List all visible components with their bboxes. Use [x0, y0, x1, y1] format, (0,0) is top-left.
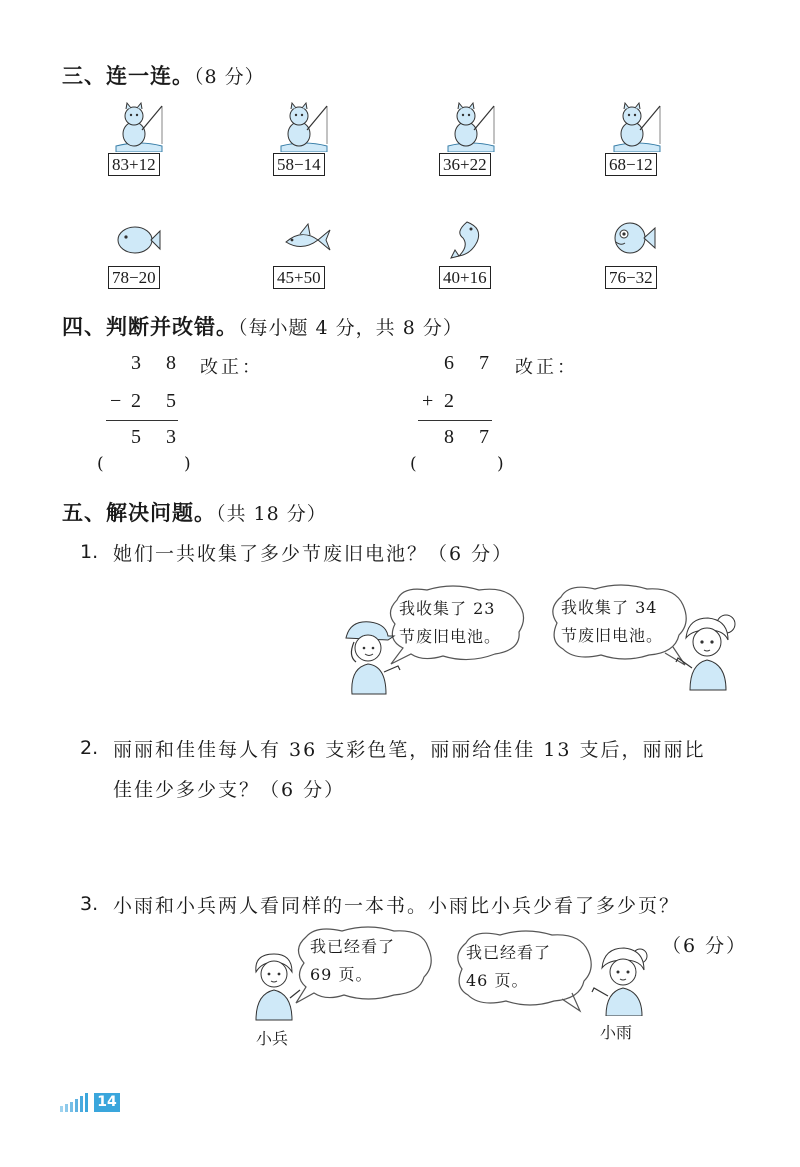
- q1-bubble-left-line2: 节废旧电池。: [399, 627, 502, 646]
- page-number: 14: [94, 1093, 120, 1112]
- name-xiaobing: 小兵: [256, 1029, 289, 1048]
- section4-score: （每小题 4 分，共 8 分）: [238, 317, 463, 339]
- cat-expression-1[interactable]: 83+12: [108, 153, 160, 176]
- problem1-top: 3 8: [131, 352, 186, 374]
- name-xiaoyu: 小雨: [600, 1023, 633, 1042]
- fishing-cat-illustration: [112, 100, 166, 152]
- q1-bubble-right-line1: 我收集了 34: [561, 598, 658, 617]
- q1-bubble-left-text: [399, 595, 501, 651]
- girl-with-bun-illustration: [674, 610, 742, 692]
- q3-bubble-right-text: [466, 939, 551, 995]
- boy-xiaobing-illustration: [246, 950, 302, 1022]
- fishing-cat-illustration: [444, 100, 498, 152]
- section4-heading: [62, 311, 463, 341]
- problem1-result: 5 3: [131, 426, 186, 448]
- problem1-paren-close: ): [184, 454, 191, 474]
- q3-bubble-left-text: [310, 933, 395, 989]
- problem2-answer-blank[interactable]: [420, 457, 496, 475]
- q3-bubble-right-line2: 46 页。: [466, 971, 529, 990]
- problem2-result: 8 7: [444, 426, 499, 448]
- q3-number: 3.: [80, 893, 99, 915]
- fish-expression-3[interactable]: 40+16: [439, 266, 491, 289]
- section5-title: 五、解决问题。: [62, 501, 216, 525]
- round-fish-illustration: [113, 222, 161, 258]
- section4-title: 四、判断并改错。: [62, 315, 238, 339]
- q3-score: （6 分）: [662, 935, 748, 957]
- problem2-top: 6 7: [444, 352, 499, 374]
- problem2-paren-close: ): [497, 454, 504, 474]
- problem2-paren-open: (: [410, 454, 417, 474]
- fishing-cat-illustration: [610, 100, 664, 152]
- big-eye-fish-illustration: [612, 216, 656, 258]
- q3-bubble-right-line1: 我已经看了: [466, 943, 552, 962]
- fishing-cat-illustration: [277, 100, 331, 152]
- girl-xiaoyu-illustration: [588, 944, 654, 1016]
- problem1-fix-label: 改正：: [200, 357, 263, 378]
- q1-bubble-left-line1: 我收集了 23: [399, 599, 496, 618]
- problem2-fix-label: 改正：: [515, 357, 578, 378]
- carp-fish-illustration: [447, 218, 487, 260]
- q3-bubble-left-line1: 我已经看了: [310, 937, 396, 956]
- section5-score: （共 18 分）: [216, 503, 327, 525]
- problem1-bottom: 2 5: [131, 390, 186, 412]
- q1-text: 她们一共收集了多少节废旧电池？（6 分）: [113, 543, 514, 565]
- q1-bubble-right-text: [561, 594, 663, 650]
- cat-expression-4[interactable]: 68−12: [605, 153, 657, 176]
- problem2-rule: [418, 420, 492, 421]
- problem1-rule: [106, 420, 178, 421]
- fish-expression-4[interactable]: 76−32: [605, 266, 657, 289]
- problem1-paren-open: (: [97, 454, 104, 474]
- angelfish-illustration: [280, 222, 332, 258]
- q2-line1: 丽丽和佳佳每人有 36 支彩色笔，丽丽给佳佳 13 支后，丽丽比: [113, 739, 706, 761]
- q3-bubble-left-line2: 69 页。: [310, 965, 373, 984]
- section3-heading: [62, 60, 265, 90]
- problem2-operator: +: [422, 390, 444, 412]
- fish-expression-2[interactable]: 45+50: [273, 266, 325, 289]
- fish-expression-1[interactable]: 78−20: [108, 266, 160, 289]
- girl-with-cap-illustration: [336, 616, 402, 696]
- problem2-bottom: 2: [444, 390, 464, 412]
- q2-line2: 佳佳少多少支？（6 分）: [113, 779, 346, 801]
- problem1-answer-blank[interactable]: [106, 457, 182, 475]
- section3-title: 三、连一连。: [62, 64, 194, 88]
- q3-text: 小雨和小兵两人看同样的一本书。小雨比小兵少看了多少页？: [113, 895, 681, 917]
- q2-number: 2.: [80, 737, 99, 759]
- problem1-operator: −: [110, 390, 132, 412]
- signal-bars-icon: [60, 1092, 94, 1112]
- section3-score: （8 分）: [194, 66, 265, 88]
- cat-expression-3[interactable]: 36+22: [439, 153, 491, 176]
- q1-number: 1.: [80, 541, 99, 563]
- q1-bubble-right-line2: 节废旧电池。: [561, 626, 664, 645]
- cat-expression-2[interactable]: 58−14: [273, 153, 325, 176]
- section5-heading: [62, 497, 327, 527]
